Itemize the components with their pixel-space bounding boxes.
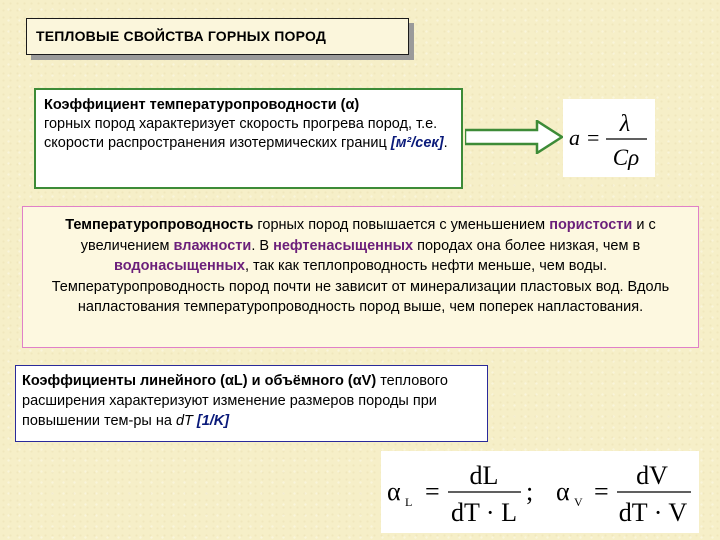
- expansion-text: теплового расширения характеризуют изменение размеров породы при повышении тем-ры на: [22, 373, 448, 429]
- formula-v-eq: =: [594, 477, 609, 506]
- prop-term-porosity: пористости: [549, 217, 633, 233]
- prop-term-oil-saturated: нефтенасыщенных: [273, 237, 414, 254]
- formula-a-denominator: Cρ: [612, 145, 640, 170]
- formula-v-denominator: dT · V: [618, 498, 688, 527]
- alpha-v-subscript: V: [574, 495, 583, 509]
- prop-term-water-saturated: водонасыщенных: [113, 258, 245, 274]
- formula-a-lhs: a: [569, 125, 580, 150]
- prop-term-moisture: влажности: [173, 237, 252, 254]
- expansion-unit: [1/K]: [196, 413, 230, 429]
- green-arrow-icon: [465, 120, 565, 154]
- diffusivity-text: горных пород характеризует скорость прогрева пород, т.е. скорости распространения изотермических границ: [44, 116, 438, 151]
- prop-text-2: и с увеличением: [80, 217, 656, 254]
- formula-separator: ;: [526, 477, 534, 506]
- formula-l-numerator: dL: [469, 461, 499, 490]
- alpha-l-subscript: L: [405, 495, 413, 509]
- expansion-formula-image: [381, 451, 699, 533]
- diffusivity-properties-box: [22, 206, 699, 348]
- formula-a-numerator: λ: [619, 111, 631, 137]
- diffusivity-formula: [563, 99, 655, 177]
- formula-l-eq: =: [425, 477, 440, 506]
- prop-text-5: , так как теплопроводность нефти меньше, чем воды. Температуропроводность пород почти не зависит от минерализации пластовых вод. Вдоль напластования температуропроводность пород выше, чем поперек напластования.: [51, 258, 670, 315]
- formula-a-eq: =: [587, 125, 600, 150]
- prop-text-3: . В: [251, 237, 274, 254]
- prop-term-diffusivity: Температуропроводность: [65, 217, 254, 233]
- diffusivity-heading: Коэффициент температуропроводности (α): [44, 97, 360, 113]
- alpha-l-symbol: α: [387, 477, 401, 506]
- expansion-heading: Коэффициенты линейного (αL) и объёмного (αV): [22, 373, 377, 389]
- formula-l-denominator: dT · L: [451, 498, 517, 527]
- thermal-expansion-box: [15, 365, 488, 442]
- expansion-formulas: [381, 451, 699, 533]
- expansion-symbol: dT: [175, 413, 193, 429]
- formula-v-numerator: dV: [636, 461, 668, 490]
- diffusivity-end: .: [443, 135, 448, 151]
- alpha-v-symbol: α: [556, 477, 570, 506]
- diffusivity-definition-box: [34, 88, 463, 189]
- prop-text-4: породах она более низкая, чем в: [413, 237, 641, 254]
- diffusivity-unit: [м²/сек]: [390, 135, 444, 151]
- title-box: [26, 18, 409, 55]
- diffusivity-formula-image: [563, 99, 655, 177]
- prop-text-1: горных пород повышается с уменьшением: [253, 217, 550, 233]
- page-title: ТЕПЛОВЫЕ СВОЙСТВА ГОРНЫХ ПОРОД: [36, 28, 327, 44]
